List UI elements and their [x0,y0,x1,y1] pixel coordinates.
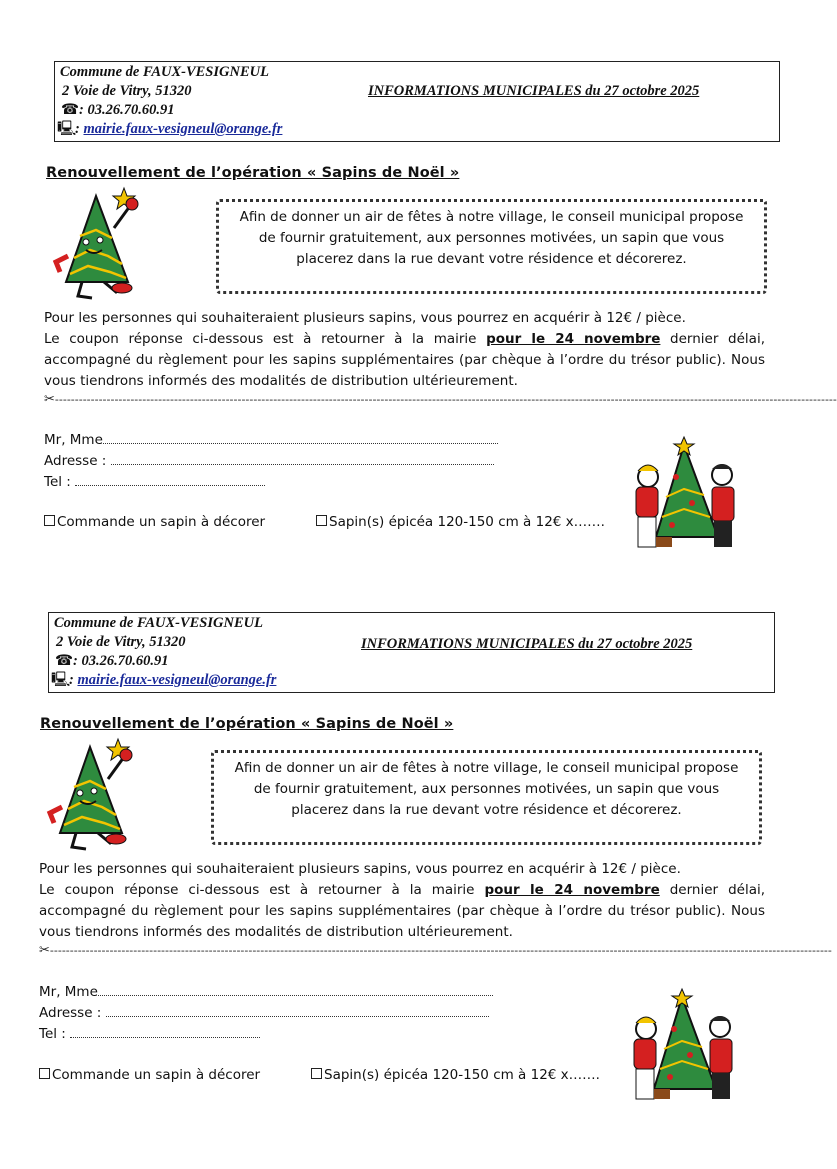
people-decorating-tree-illustration [624,989,738,1107]
address-field[interactable] [39,1003,489,1023]
tel-dots[interactable] [70,1025,260,1038]
tel-field[interactable] [39,1024,260,1044]
option-spruce-label: Sapin(s) épicéa 120-150 cm à 12€ x……. [324,1067,600,1083]
address-field[interactable] [44,451,494,471]
paragraph-body [44,329,765,392]
dancing-tree-illustration [46,737,144,855]
box-line-1: Afin de donner un air de fêtes à notre village, le conseil municipal propose [239,209,744,225]
box-line-1: Afin de donner un air de fêtes à notre village, le conseil municipal propose [234,760,739,776]
option-spruce-trees[interactable] [316,514,605,530]
paragraph-text-a: Le coupon réponse ci-dessous est à retourner à la mairie [39,882,485,898]
address-label: Adresse : [44,453,107,469]
phone-number: : 03.26.70.60.91 [73,653,169,669]
info-dotted-box [211,750,762,845]
commune-name: Commune de FAUX-VESIGNEUL [54,615,263,631]
email-line [51,671,276,689]
email-prefix: : [75,121,80,137]
notice-paragraph [44,308,765,392]
paragraph-body [39,880,765,943]
info-title: INFORMATIONS MUNICIPALES du 27 octobre 2025 [361,636,693,652]
header-box [48,612,775,693]
email-prefix: : [69,672,74,688]
option-decorate-label: Commande un sapin à décorer [52,1067,261,1083]
name-field[interactable] [44,430,498,450]
paragraph-line-1: Pour les personnes qui souhaiteraient plusieurs sapins, vous pourrez en acquérir à 12€ / pièce. [44,310,686,326]
notice-title: Renouvellement de l’opération « Sapins de Noël » [46,165,460,181]
notice-title: Renouvellement de l’opération « Sapins de Noël » [40,716,454,732]
phone-line [61,101,174,119]
computer-icon: 🖳 [57,121,77,137]
email-link[interactable]: mairie.faux-vesigneul@orange.fr [77,672,277,688]
commune-name: Commune de FAUX-VESIGNEUL [60,64,269,80]
flyer-1 [0,0,837,584]
info-dotted-box [216,199,767,294]
paragraph-text-b: dernier délai, accompagné du règlement pour les sapins supplémentaires (par chèque à l’ordre du trésor public). Nous vous tiendrons informés des modalités de distribution ultérieurement. [44,331,765,389]
name-dots[interactable] [98,983,493,996]
notice-paragraph [39,859,765,943]
flyer-2 [0,551,832,1151]
option-decorate-tree[interactable] [39,1067,260,1083]
phone-line [55,652,168,670]
name-field[interactable] [39,982,493,1002]
phone-icon: ☎ [61,102,80,118]
name-label: Mr, Mme [39,984,98,1000]
paragraph-line-1: Pour les personnes qui souhaiteraient plusieurs sapins, vous pourrez en acquérir à 12€ / pièce. [39,861,681,877]
box-line-3: placerez dans la rue devant votre résidence et décorerez. [291,802,682,818]
phone-number: : 03.26.70.60.91 [79,102,175,118]
address-dots[interactable] [106,1004,489,1017]
tel-dots[interactable] [75,473,265,486]
scissors-icon: ✂ [39,943,50,958]
header-box [54,61,780,142]
option-decorate-tree[interactable] [44,514,265,530]
option-spruce-trees[interactable] [311,1067,600,1083]
paragraph-text-b: dernier délai, accompagné du règlement pour les sapins supplémentaires (par chèque à l’ordre du trésor public). Nous vous tiendrons informés des modalités de distribution ultérieurement. [39,882,766,940]
checkbox-decorate[interactable] [39,1068,50,1079]
box-line-2: de fournir gratuitement, aux personnes motivées, un sapin que vous [253,781,720,797]
box-line-3: placerez dans la rue devant votre résidence et décorerez. [296,251,687,267]
cut-line [44,392,837,407]
cut-dashes: ----------------------------------------------------------------------------------------------------------------------------------------------------------------------------------------------------- [54,393,837,406]
box-line-2: de fournir gratuitement, aux personnes motivées, un sapin que vous [258,230,725,246]
address-label: Adresse : [39,1005,102,1021]
address-dots[interactable] [111,452,494,465]
email-link[interactable]: mairie.faux-vesigneul@orange.fr [83,121,283,137]
computer-icon: 🖳 [51,672,71,688]
people-decorating-tree-illustration [626,437,740,555]
deadline-text: pour le 24 novembre [486,331,661,347]
option-decorate-label: Commande un sapin à décorer [57,514,266,530]
checkbox-decorate[interactable] [44,515,55,526]
cut-dashes: ----------------------------------------------------------------------------------------------------------------------------------------------------------------------------------------------------- [49,944,832,957]
paragraph-text-a: Le coupon réponse ci-dessous est à retourner à la mairie [44,331,487,347]
commune-address: 2 Voie de Vitry, 51320 [56,634,186,650]
commune-address: 2 Voie de Vitry, 51320 [62,83,192,99]
deadline-text: pour le 24 novembre [484,882,660,898]
phone-icon: ☎ [55,653,74,669]
tel-label: Tel : [44,474,71,490]
name-label: Mr, Mme [44,432,103,448]
checkbox-spruce[interactable] [311,1068,322,1079]
name-dots[interactable] [103,431,498,444]
option-spruce-label: Sapin(s) épicéa 120-150 cm à 12€ x……. [329,514,605,530]
info-title: INFORMATIONS MUNICIPALES du 27 octobre 2025 [368,83,700,99]
dancing-tree-illustration [52,186,150,304]
tel-label: Tel : [39,1026,66,1042]
cut-line [39,943,832,958]
scissors-icon: ✂ [44,392,55,407]
checkbox-spruce[interactable] [316,515,327,526]
email-line [57,120,282,138]
tel-field[interactable] [44,472,265,492]
